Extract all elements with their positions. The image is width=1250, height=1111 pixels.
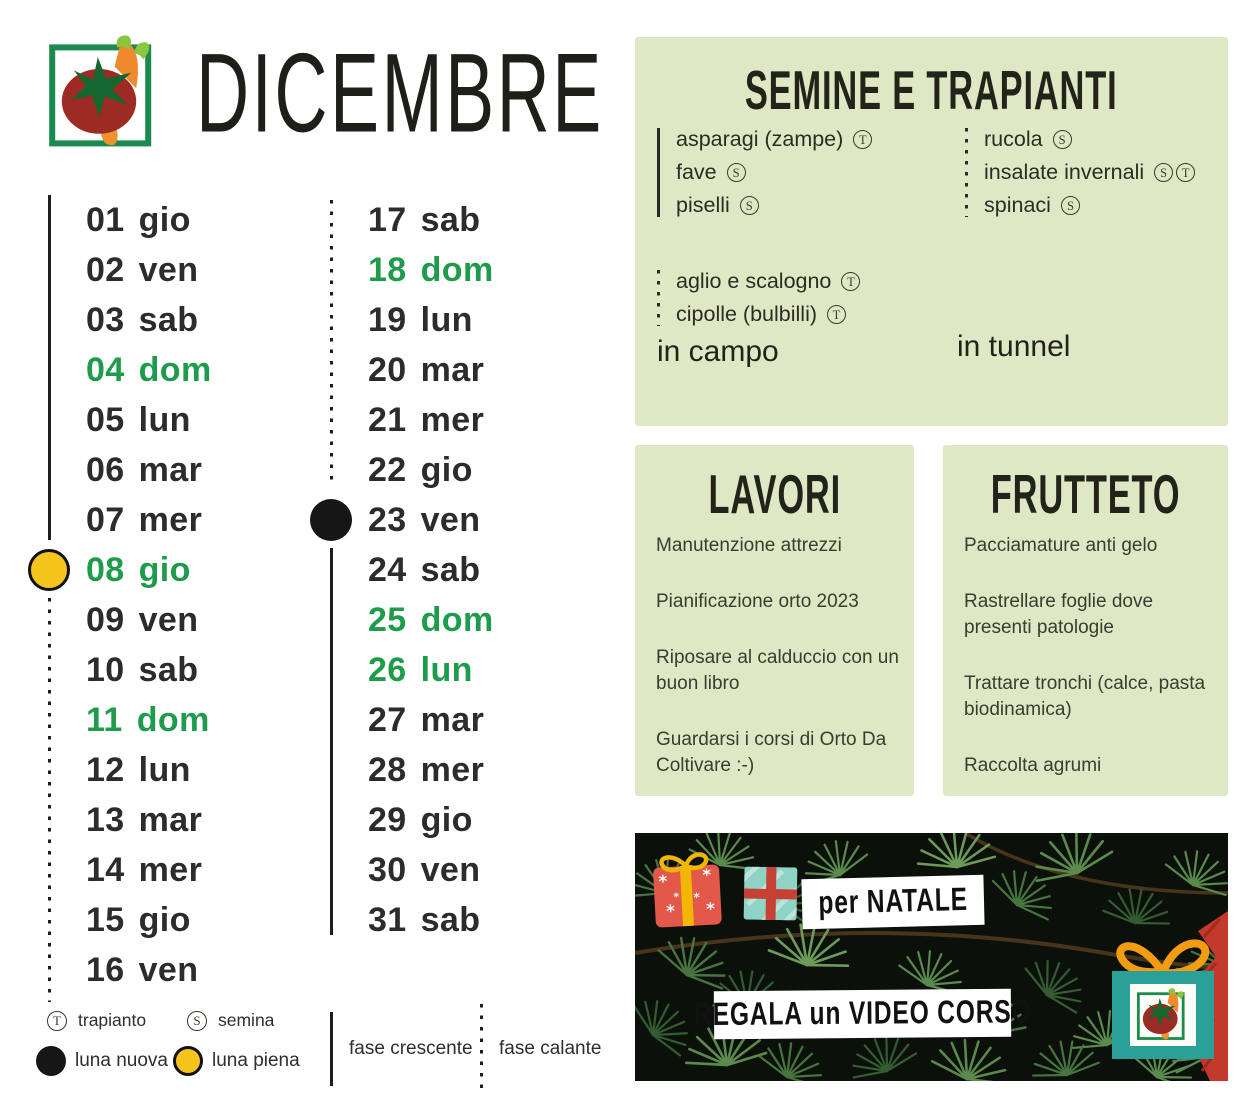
crop-group-campo-crescente — [657, 123, 872, 222]
panel-title: LAVORI — [708, 463, 841, 525]
legend-fase-calante — [480, 1004, 601, 1094]
legend-trapianto — [47, 1010, 146, 1031]
calendar-day-10: 10 sab — [86, 650, 199, 689]
task-item: Trattare tronchi (calce, pasta biodinamica) — [964, 673, 1206, 720]
crop-name: spinaci — [984, 193, 1051, 217]
svg-text:*: * — [673, 890, 680, 904]
crop-name: piselli — [676, 193, 730, 217]
legend-fase-crescente — [330, 1012, 473, 1086]
svg-text:*: * — [705, 899, 716, 921]
logo-gift-icon — [1103, 929, 1223, 1081]
date-rows — [368, 195, 595, 945]
crop-name: insalate invernali — [984, 160, 1145, 184]
calendar-day-25: 25 dom — [368, 600, 494, 639]
crop-name: rucola — [984, 127, 1043, 151]
fase-calante-line — [330, 200, 333, 485]
calendar-day-22: 22 gio — [368, 450, 473, 489]
date-column-second-half — [310, 195, 595, 955]
crop-group-campo-calante — [657, 265, 860, 331]
legend-semina — [187, 1010, 274, 1031]
date-rows — [86, 195, 313, 995]
fase-calante-line — [48, 598, 51, 1002]
legend-label: semina — [218, 1010, 275, 1030]
banner-line2-strip[interactable] — [693, 989, 1032, 1040]
calendar-day-13: 13 mar — [86, 800, 203, 839]
calendar-day-28: 28 mer — [368, 750, 485, 789]
crop-name: asparagi (zampe) — [676, 127, 844, 151]
calendar-day-15: 15 gio — [86, 900, 191, 939]
legend-luna-piena — [173, 1046, 300, 1076]
legend-label: trapianto — [78, 1010, 147, 1030]
svg-text:*: * — [658, 872, 669, 893]
crop-item — [676, 298, 860, 331]
christmas-promo-banner[interactable] — [635, 833, 1228, 1081]
teal-gift-icon — [744, 867, 798, 921]
calendar-day-11: 11 dom — [86, 700, 210, 739]
calendar-day-24: 24 sab — [368, 550, 481, 589]
trapianto-mark-icon: T — [47, 1011, 67, 1031]
orto-tomato-logo-icon — [45, 32, 165, 154]
red-gift-icon — [649, 846, 725, 930]
svg-text:*: * — [665, 901, 676, 923]
legend-label: luna piena — [212, 1050, 300, 1071]
task-item: Pianificazione orto 2023 — [656, 591, 859, 612]
in-campo-label: in campo — [657, 335, 779, 368]
calendar-day-16: 16 ven — [86, 950, 199, 989]
dotted-line-icon — [480, 1004, 483, 1094]
task-item: Guardarsi i corsi di Orto Da Coltivare :-) — [656, 729, 887, 776]
new-moon-icon — [36, 1046, 66, 1076]
calendar-day-01: 01 gio — [86, 200, 191, 239]
fase-crescente-line — [330, 548, 333, 935]
crop-group-tunnel — [965, 123, 1195, 222]
calendar-day-03: 03 sab — [86, 300, 199, 339]
lavori-task-list — [656, 533, 900, 809]
crop-item — [676, 265, 860, 298]
banner-line2-text: REGALA un VIDEO CORSO — [693, 994, 1032, 1033]
calendar-day-07: 07 mer — [86, 500, 203, 539]
calendar-day-02: 02 ven — [86, 250, 199, 289]
semina-mark-icon: S — [1053, 130, 1072, 149]
month-name: DICEMBRE — [196, 31, 604, 156]
date-column-first-half — [28, 195, 313, 1005]
semina-mark-icon: S — [1154, 163, 1173, 182]
crop-item — [676, 123, 872, 156]
lavori-panel — [635, 445, 914, 796]
calendar-day-30: 30 ven — [368, 850, 481, 889]
in-tunnel-label: in tunnel — [957, 330, 1071, 363]
semina-mark-icon: S — [187, 1011, 207, 1031]
legend-label: luna nuova — [75, 1050, 168, 1071]
legend-label: fase crescente — [349, 1038, 473, 1059]
svg-text:*: * — [693, 890, 701, 905]
calendar-day-04: 04 dom — [86, 350, 212, 389]
gift-logo-card — [1130, 984, 1196, 1046]
task-item: Manutenzione attrezzi — [656, 535, 842, 556]
calendar-day-19: 19 lun — [368, 300, 473, 339]
svg-text:*: * — [701, 865, 712, 887]
semina-mark-icon: S — [727, 163, 746, 182]
calendar-day-08: 08 gio — [86, 550, 191, 589]
orto-tomato-logo-icon — [1135, 987, 1191, 1043]
crop-name: cipolle (bulbilli) — [676, 302, 817, 326]
calendar-day-18: 18 dom — [368, 250, 494, 289]
semina-mark-icon: S — [740, 196, 759, 215]
trapianto-mark-icon: T — [853, 130, 872, 149]
calendar-day-14: 14 mer — [86, 850, 203, 889]
frutteto-panel — [943, 445, 1228, 796]
crop-name: fave — [676, 160, 717, 184]
crop-name: aglio e scalogno — [676, 269, 832, 293]
task-item: Raccolta agrumi — [964, 755, 1102, 776]
full-moon-icon — [173, 1046, 203, 1076]
calendar-day-12: 12 lun — [86, 750, 191, 789]
trapianto-mark-icon: T — [1176, 163, 1195, 182]
legend-luna-nuova — [36, 1046, 168, 1076]
new-moon-marker — [310, 499, 352, 541]
frutteto-task-list — [964, 533, 1214, 809]
banner-line1-strip[interactable] — [801, 875, 984, 929]
calendar-day-26: 26 lun — [368, 650, 473, 689]
teal-gift-box — [1112, 971, 1214, 1059]
banner-line1-text: per NATALE — [817, 881, 969, 922]
solid-line-icon — [330, 1012, 333, 1086]
trapianto-mark-icon: T — [827, 305, 846, 324]
semine-trapianti-panel — [635, 37, 1228, 426]
calendar-day-31: 31 sab — [368, 900, 481, 939]
panel-title: SEMINE E TRAPIANTI — [745, 59, 1118, 121]
calendar-day-20: 20 mar — [368, 350, 485, 389]
calendar-day-17: 17 sab — [368, 200, 481, 239]
legend-label: fase calante — [499, 1038, 602, 1059]
calendar-day-05: 05 lun — [86, 400, 191, 439]
full-moon-marker — [28, 549, 70, 591]
fase-crescente-line — [48, 195, 51, 540]
calendar-day-06: 06 mar — [86, 450, 203, 489]
calendar-day-09: 09 ven — [86, 600, 199, 639]
trapianto-mark-icon: T — [841, 272, 860, 291]
crop-item — [984, 189, 1195, 222]
calendar-day-29: 29 gio — [368, 800, 473, 839]
task-item: Pacciamature anti gelo — [964, 535, 1158, 556]
orange-bow-icon — [1103, 929, 1223, 977]
calendar-day-27: 27 mar — [368, 700, 485, 739]
crop-item — [984, 156, 1195, 189]
crop-item — [984, 123, 1195, 156]
crop-item — [676, 156, 872, 189]
crop-item — [676, 189, 872, 222]
calendar-day-23: 23 ven — [368, 500, 481, 539]
task-item: Rastrellare foglie dove presenti patologie — [964, 591, 1154, 638]
page-title — [196, 28, 706, 160]
semina-mark-icon: S — [1061, 196, 1080, 215]
task-item: Riposare al calduccio con un buon libro — [656, 647, 899, 694]
panel-title: FRUTTETO — [990, 463, 1181, 525]
calendar-day-21: 21 mer — [368, 400, 485, 439]
